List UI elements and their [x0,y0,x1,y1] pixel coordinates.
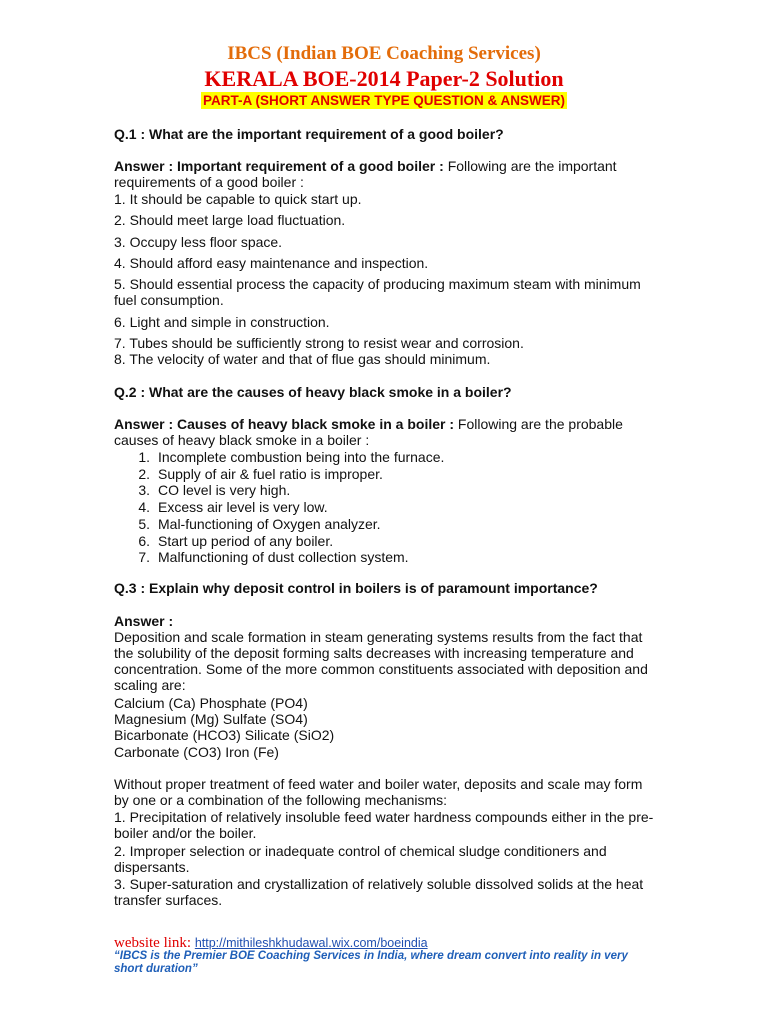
q3-paragraph-1: Deposition and scale formation in steam generating systems results from the fact that the solubility of the deposit forming salts decreases with increasing temperature and concentration. Some of the more common constituents associated with deposition and scaling are: [114,629,648,693]
list-number: 6. [138,532,150,549]
footer-tagline: “IBCS is the Premier BOE Coaching Services in India, where dream convert into reality in very short duration” [114,950,628,975]
q1-item: 5. Should essential process the capacity of producing maximum steam with minimum fuel consumption. [114,276,641,308]
q3-answer-label: Answer : [114,613,174,629]
list-text: Malfunctioning of dust collection system. [158,549,409,566]
list-number: 1. [138,449,150,465]
list-item [114,466,444,483]
list-text: Start up period of any boiler. [158,532,334,549]
q3-mechanism: 2. Improper selection or inadequate control of chemical sludge conditioners and dispersants. [114,843,607,875]
part-heading: PART-A (SHORT ANSWER TYPE QUESTION & ANSWER) [202,93,565,108]
q2-question: Q.2 : What are the causes of heavy black smoke in a boiler? [114,384,512,400]
q2-answer [114,416,654,448]
q1-item: 4. Should afford easy maintenance and inspection. [114,255,429,271]
list-text: Mal-functioning of Oxygen analyzer. [158,515,381,532]
q1-item: 8. The velocity of water and that of flue gas should minimum. [114,351,491,367]
org-heading: IBCS (Indian BOE Coaching Services) [227,43,541,64]
q3-question: Q.3 : Explain why deposit control in boilers is of paramount importance? [114,580,598,596]
q1-answer-label: Answer : Important requirement of a good boiler : [114,158,444,174]
q2-answer-text: Following are the probable causes of heavy black smoke in a boiler : [114,416,623,448]
q1-answer-text: Following are the important requirements of a good boiler : [114,158,617,190]
list-text: CO level is very high. [158,482,291,499]
list-number: 2. [138,465,150,482]
q3-constituent: Magnesium (Mg) Sulfate (SO4) [114,711,308,727]
website-link[interactable]: http://mithileshkhudawal.wix.com/boeindia [194,936,428,950]
q1-answer [114,158,654,190]
q2-answer-label: Answer : Causes of heavy black smoke in a boiler : [114,416,455,432]
website-link-label: website link: [114,935,195,951]
list-item [114,499,444,516]
part-heading-wrap [0,92,768,110]
q1-item: 2. Should meet large load fluctuation. [114,212,346,228]
list-item [114,533,444,550]
list-text: Incomplete combustion being into the furnace. [158,449,445,465]
q3-constituent: Calcium (Ca) Phosphate (PO4) [114,695,308,711]
list-number: 4. [138,499,150,516]
list-text: Supply of air & fuel ratio is improper. [158,465,383,482]
q3-constituent: Carbonate (CO3) Iron (Fe) [114,744,279,760]
q3-paragraph-2: Without proper treatment of feed water and boiler water, deposits and scale may form by one or a combination of the following mechanisms: [114,776,643,808]
q1-question: Q.1 : What are the important requirement of a good boiler? [114,126,504,142]
q3-mechanism: 1. Precipitation of relatively insoluble feed water hardness compounds either in the pre-boiler and/or the boiler. [114,809,654,841]
list-text: Excess air level is very low. [158,499,328,516]
list-item [114,449,444,466]
q3-mechanism: 3. Super-saturation and crystallization of relatively soluble dissolved solids at the heat transfer surfaces. [114,876,644,908]
paper-title: KERALA BOE-2014 Paper-2 Solution [204,66,564,91]
list-number: 3. [138,482,150,499]
list-item [114,516,444,533]
q1-item: 7. Tubes should be sufficiently strong to resist wear and corrosion. [114,335,524,351]
list-number: 5. [138,515,150,532]
list-number: 7. [138,549,150,566]
list-item [114,549,444,566]
q2-list [114,449,444,566]
q1-item: 3. Occupy less floor space. [114,234,283,250]
q1-item: 1. It should be capable to quick start up. [114,191,362,207]
list-item [114,482,444,499]
q1-item: 6. Light and simple in construction. [114,314,330,330]
q3-constituent: Bicarbonate (HCO3) Silicate (SiO2) [114,727,335,743]
